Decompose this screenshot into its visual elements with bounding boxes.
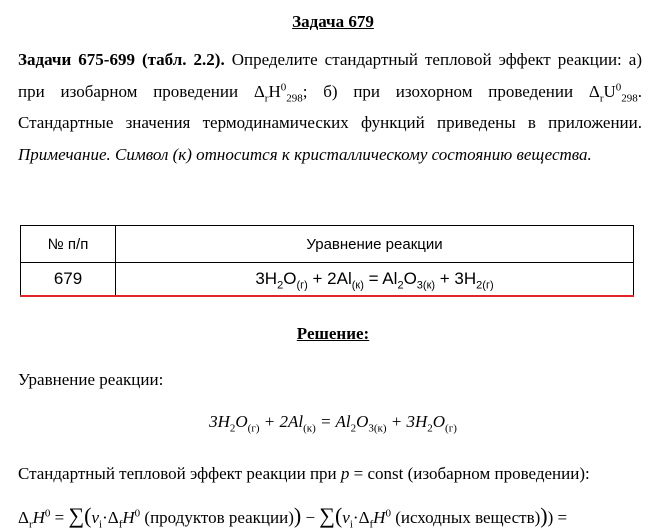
enthalpy-formula — [18, 503, 666, 529]
f-sub: f — [369, 518, 374, 530]
isobaric-text-b: = const (изобарном проведении): — [349, 464, 590, 483]
f-part: ν — [342, 508, 350, 527]
reaction-formula — [0, 412, 666, 435]
sub-r: r — [264, 91, 269, 104]
symbol-u: U — [603, 81, 616, 101]
eq-part: + 3H — [435, 269, 477, 288]
f-part: ν — [91, 508, 100, 527]
eq-part: 3H — [255, 269, 278, 288]
formula-sub: 3(к) — [368, 422, 387, 435]
problem-text-b: ; б) при изохорном проведении Δ — [302, 81, 600, 101]
f-sup: 0 — [385, 507, 391, 520]
isobaric-text-a: Стандартный тепловой эффект реакции при — [18, 464, 341, 483]
formula-sub: (к) — [303, 422, 316, 435]
sub-298: 298 — [286, 91, 303, 104]
formula-part: = Al — [315, 412, 351, 431]
eq-sub: 3(к) — [416, 279, 436, 292]
formula-sub: 2 — [229, 422, 236, 435]
eq-sub: 2 — [277, 279, 284, 292]
formula-part: O — [356, 412, 369, 431]
f-part: ·Δ — [102, 508, 119, 527]
f-paren: ) — [293, 503, 302, 528]
eq-part: = Al — [363, 269, 398, 288]
problem-note: Примечание. Символ (к) относится к кристаллическому состоянию вещества. — [18, 144, 592, 164]
problem-intro: Задачи 675-699 (табл. 2.2). — [18, 50, 225, 69]
header-number: № п/п — [21, 226, 116, 263]
formula-part: + 3H — [386, 412, 428, 431]
eq-sub: (г) — [296, 279, 308, 292]
f-paren: ( — [334, 503, 343, 528]
formula-sub: (г) — [445, 422, 457, 435]
eq-part: O — [403, 269, 417, 288]
eq-sub: (к) — [351, 279, 364, 292]
formula-part: 3H — [209, 412, 230, 431]
table-row — [21, 263, 634, 296]
f-part: H — [373, 508, 386, 527]
eq-part: + 2Al — [307, 269, 352, 288]
formula-part: O — [432, 412, 446, 431]
f-paren: ( — [84, 503, 92, 528]
f-part: H — [122, 508, 135, 527]
row-equation — [116, 263, 634, 296]
reaction-table — [20, 225, 634, 296]
solution-title: Решение: — [296, 324, 370, 343]
formula-part: O — [235, 412, 248, 431]
header-equation: Уравнение реакции — [116, 226, 634, 263]
formula-part: + 2Al — [259, 412, 304, 431]
eq-part: O — [283, 269, 297, 288]
problem-text-a: Определите стандартный тепловой эффект реакции: а) при изобарном проведении Δ — [18, 50, 642, 101]
f-sup: 0 — [44, 507, 51, 520]
sup-zero: 0 — [280, 80, 287, 93]
formula-sub: 2 — [427, 422, 433, 435]
reaction-label: Уравнение реакции: — [18, 370, 164, 389]
f-sub: r — [28, 518, 33, 530]
problem-statement — [18, 44, 642, 170]
f-part: (продуктов реакции) — [140, 508, 294, 527]
f-part: = — [50, 508, 69, 527]
sup-zero: 0 — [615, 80, 622, 93]
red-underline — [20, 295, 634, 297]
f-part: (исходных веществ) — [390, 508, 541, 527]
sum-symbol: ∑ — [68, 503, 85, 528]
f-sup: 0 — [134, 507, 141, 520]
formula-sub: 2 — [350, 422, 357, 435]
f-part: − — [301, 508, 320, 527]
f-paren: ) — [540, 503, 548, 528]
f-part: Δ — [18, 508, 29, 527]
f-sub: i — [349, 518, 353, 530]
row-number: 679 — [21, 263, 116, 296]
f-part: H — [32, 508, 45, 527]
sub-298: 298 — [621, 91, 638, 104]
problem-text-c: . Стандартные значения термодинамических функций приведены в приложении. — [18, 81, 643, 132]
symbol-h: H — [268, 81, 281, 101]
eq-sub: 2 — [397, 279, 404, 292]
f-part: ) = — [547, 508, 568, 527]
isobaric-label — [18, 464, 590, 484]
formula-sub: (г) — [247, 422, 260, 435]
eq-sub: 2(г) — [476, 279, 494, 292]
problem-title: Задача 679 — [292, 12, 374, 31]
f-part: ·Δ — [352, 508, 370, 527]
table-header-row — [21, 226, 634, 263]
f-sub: f — [118, 518, 123, 530]
f-sub: i — [99, 518, 103, 530]
sub-r: r — [599, 91, 604, 104]
sum-symbol: ∑ — [319, 503, 335, 528]
pressure-symbol: p — [340, 464, 350, 483]
